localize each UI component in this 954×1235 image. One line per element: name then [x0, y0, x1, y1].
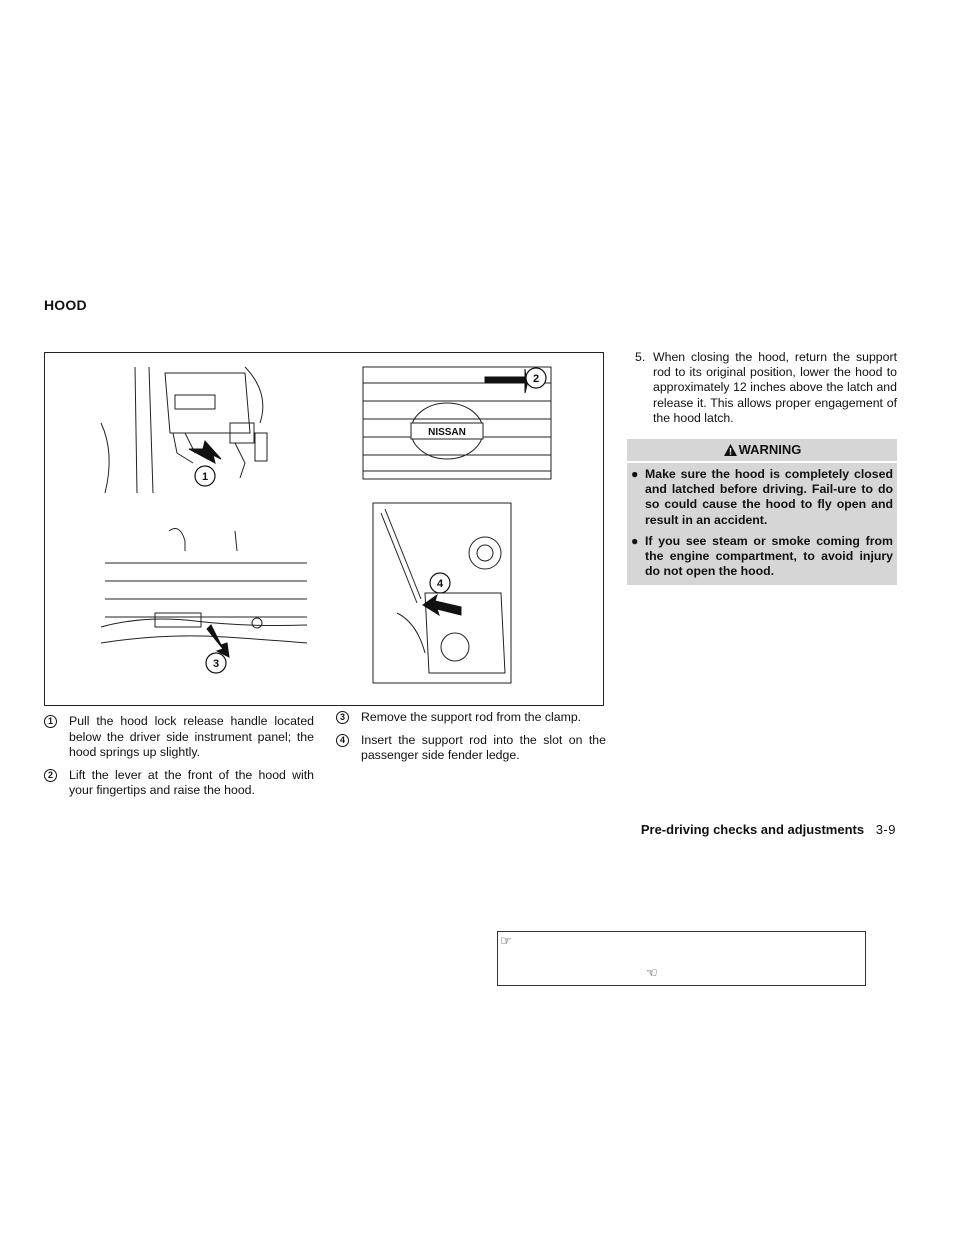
step-number-badge: 2	[44, 769, 57, 782]
warning-box	[627, 439, 897, 585]
step-item	[336, 733, 606, 764]
item-text: When closing the hood, return the support rod to its original position, lower the hood to approximately 12 inches above the latch and release it. This allows proper engagement of the hood latch.	[653, 350, 897, 425]
closing-instruction	[627, 350, 897, 426]
warning-item	[627, 530, 897, 582]
hood-illustration	[44, 352, 604, 706]
right-column	[627, 350, 897, 585]
callout-3: 3	[212, 658, 220, 670]
arrow-3	[207, 625, 229, 657]
step-text: Remove the support rod from the clamp.	[361, 710, 582, 724]
warning-header	[627, 439, 897, 463]
callout-1: 1	[201, 471, 209, 483]
warning-item	[627, 463, 897, 530]
release-handle-drawing	[101, 367, 267, 493]
support-rod-clamp-drawing	[101, 529, 307, 643]
arrow-1	[189, 441, 221, 463]
steps-left	[44, 714, 314, 806]
step-number-badge: 3	[336, 711, 349, 724]
hood-diagram	[45, 353, 605, 707]
page-number: 3-9	[875, 822, 896, 837]
warning-triangle-icon	[723, 443, 738, 457]
step-item	[336, 710, 606, 726]
warning-title: WARNING	[738, 442, 802, 458]
pointing-hand-icon: ☞	[500, 933, 512, 948]
section-title: HOOD	[44, 297, 87, 313]
warning-text: If you see steam or smoke coming from the engine compartment, to avoid injury do not open the hood.	[645, 533, 893, 579]
arrow-2	[485, 369, 527, 393]
pointing-hand-icon: ☜	[646, 965, 658, 980]
step-item	[44, 768, 314, 799]
item-number: 5.	[635, 350, 646, 364]
bullet-icon: ●	[631, 467, 639, 482]
step-text: Lift the lever at the front of the hood with your fingertips and raise the hood.	[69, 767, 314, 798]
cross-reference-box	[497, 931, 866, 986]
step-item	[44, 714, 314, 761]
warning-text: Make sure the hood is completely closed and latched before driving. Fail-ure to do so could cause the hood to fly open and result in an accident.	[645, 467, 893, 527]
page-footer	[641, 822, 896, 837]
callout-2: 2	[532, 373, 540, 385]
bullet-icon: ●	[631, 533, 639, 548]
step-number-badge: 1	[44, 715, 57, 728]
steps-right	[336, 710, 606, 771]
grille-badge: NISSAN	[428, 427, 466, 438]
grille-drawing	[363, 367, 551, 479]
step-number-badge: 4	[336, 734, 349, 747]
footer-section-title: Pre-driving checks and adjustments	[640, 822, 865, 837]
callout-4: 4	[436, 578, 444, 590]
step-text: Pull the hood lock release handle located below the driver side instrument panel; the hood springs up slightly.	[69, 714, 314, 760]
arrow-4	[423, 595, 461, 615]
step-text: Insert the support rod into the slot on the passenger side fender ledge.	[361, 732, 606, 763]
